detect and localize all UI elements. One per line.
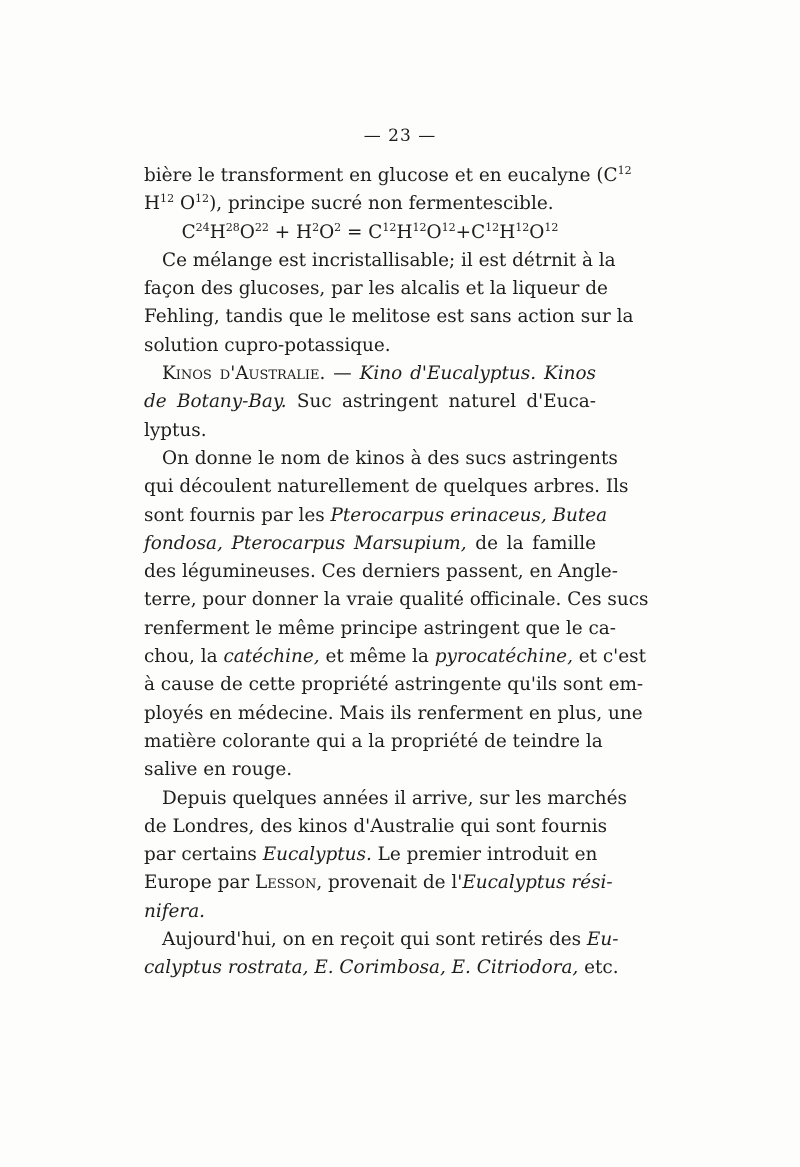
text-run: et c'est — [572, 646, 646, 668]
text-run: Lesson, — [255, 872, 323, 894]
text-run: +C — [455, 221, 486, 243]
text-run: matière colorante qui a la propriété de teindre la — [144, 730, 603, 752]
text-run: — — [325, 363, 360, 385]
superscript: 2 — [312, 220, 320, 234]
text-run: de Londres, des kinos d'Australie qui sont fournis — [144, 815, 608, 837]
text-run: + H — [268, 221, 313, 243]
text-run: On donne le nom de kinos à des sucs astringents — [162, 447, 618, 469]
text-line — [144, 332, 596, 360]
text-line — [144, 898, 596, 926]
text-run: Ce mélange est incristallisable; il est détrnit à la — [162, 249, 616, 271]
superscript: 12 — [160, 192, 175, 206]
text-line — [144, 671, 644, 699]
text-line — [144, 417, 596, 445]
text-line — [144, 813, 608, 841]
italic-text: Pterocarpus erinaceus, Butea — [330, 504, 608, 526]
text-line — [144, 502, 608, 530]
page-number: — 23 — — [363, 126, 437, 146]
text-line — [144, 162, 632, 190]
text-run: solution cupro-potassique. — [144, 334, 391, 356]
superscript: 2 — [334, 220, 342, 234]
text-line — [144, 615, 616, 643]
italic-text: de Botany-Bay. — [144, 391, 287, 413]
text-run: ployés en médecine. Mais ils renferment en plus, une — [144, 702, 643, 724]
text-run: H — [209, 221, 226, 243]
text-run: des légumineuses. Ces derniers passent, en Angle- — [144, 561, 618, 583]
text-run: C — [181, 221, 196, 243]
text-run: bière le transforment en glucose et en eucalyne (C — [144, 165, 618, 186]
text-run: Aujourd'hui, on en reçoit qui sont retirés des — [162, 929, 587, 951]
text-line — [144, 700, 643, 728]
text-run: O — [319, 221, 335, 243]
body-text — [144, 162, 649, 983]
superscript: 12 — [441, 220, 456, 234]
text-run: O — [426, 221, 442, 243]
text-line — [144, 926, 619, 954]
italic-text: calyptus rostrata, E. Corimbosa, E. Citriodora, — [144, 957, 579, 979]
text-run: renferment le même principe astringent que le ca- — [144, 617, 616, 639]
text-run: à cause de cette propriété astringente qu'ils sont em- — [144, 674, 644, 696]
text-run: Le premier introduit en — [371, 844, 598, 866]
text-run: H — [499, 221, 516, 243]
text-run: O — [239, 221, 255, 243]
text-run: qui découlent naturellement de quelques arbres. Ils — [144, 476, 629, 498]
text-line — [144, 530, 596, 558]
italic-text: Kino d'Eucalyptus. Kinos — [359, 363, 596, 385]
text-line — [144, 473, 629, 501]
text-run: etc. — [578, 957, 619, 979]
text-line — [144, 756, 596, 784]
text-line — [144, 558, 618, 586]
text-line — [144, 190, 596, 218]
text-run: Fehling, tandis que le melitose est sans action sur la — [144, 306, 634, 328]
text-line — [144, 869, 613, 897]
superscript: 22 — [254, 220, 269, 234]
text-line — [144, 360, 596, 388]
text-line — [144, 643, 646, 671]
superscript: 12 — [195, 192, 210, 206]
text-run: H — [396, 221, 413, 243]
italic-text: catéchine, — [223, 646, 320, 668]
superscript: 12 — [382, 220, 397, 234]
text-run: ), principe sucré non fermentescible. — [209, 193, 554, 215]
text-run: Suc astringent naturel d'Euca- — [286, 391, 596, 413]
italic-text: fondosa, Pterocarpus Marsupium, — [144, 532, 467, 554]
text-run: = C — [341, 221, 383, 243]
text-line — [144, 388, 596, 416]
text-run: sont fournis par les — [144, 504, 331, 526]
text-line — [144, 445, 618, 473]
text-line — [144, 954, 619, 982]
text-run: O — [174, 193, 196, 215]
italic-text: Eucalyptus rési- — [462, 872, 613, 894]
text-line — [144, 728, 603, 756]
text-run: Europe par — [144, 872, 256, 894]
italic-text: pyrocatéchine, — [434, 646, 573, 668]
superscript: 12 — [544, 220, 559, 234]
text-line — [144, 219, 596, 247]
text-run: H — [144, 193, 161, 215]
text-run: et même la — [319, 646, 435, 668]
text-line — [144, 586, 649, 614]
text-run: terre, pour donner la vraie qualité officinale. Ces sucs — [144, 589, 649, 611]
superscript: 12 — [617, 163, 632, 177]
text-run: façon des glucoses, par les alcalis et la liqueur de — [144, 278, 608, 300]
text-line — [144, 841, 596, 869]
text-run: lyptus. — [144, 419, 207, 441]
italic-text: Eu- — [586, 929, 619, 951]
superscript: 12 — [412, 220, 427, 234]
text-run: O — [529, 221, 545, 243]
text-run: de la famille — [466, 532, 597, 554]
text-line — [144, 275, 608, 303]
text-line — [144, 303, 634, 331]
text-run: Depuis quelques années il arrive, sur les marchés — [162, 787, 627, 809]
text-line — [144, 785, 627, 813]
text-run: par certains — [144, 844, 263, 866]
italic-text: Eucalyptus. — [262, 844, 372, 866]
text-run: provenait de l' — [322, 872, 463, 894]
superscript: 12 — [515, 220, 530, 234]
text-run: salive en rouge. — [144, 759, 293, 781]
superscript: 28 — [225, 220, 240, 234]
text-run: Kinos d'Australie. — [162, 363, 326, 385]
superscript: 12 — [485, 220, 500, 234]
text-run: chou, la — [144, 646, 224, 668]
superscript: 24 — [195, 220, 210, 234]
italic-text: nifera. — [144, 900, 206, 922]
text-line — [144, 247, 616, 275]
